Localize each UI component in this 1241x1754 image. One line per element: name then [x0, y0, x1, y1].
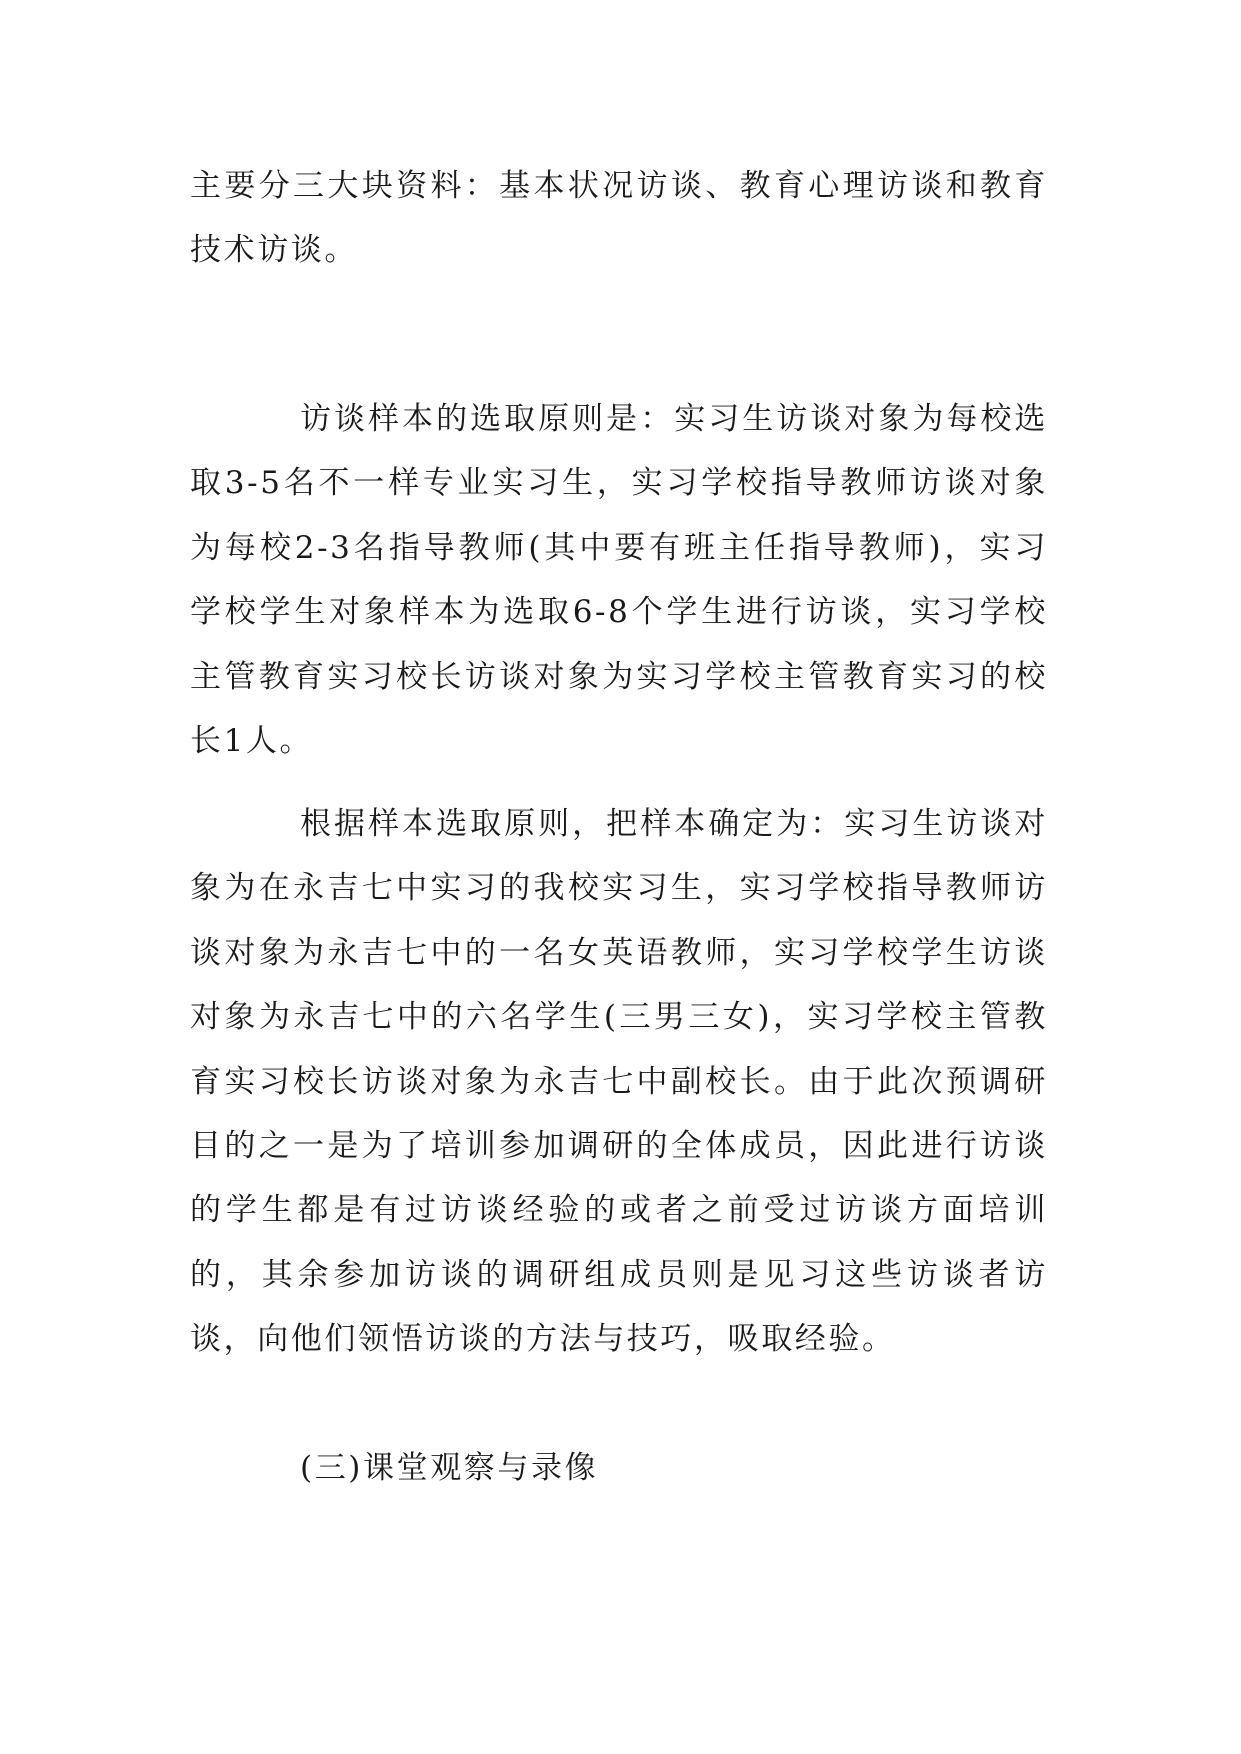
- paragraph-sample-selection-principles: 访谈样本的选取原则是：实习生访谈对象为每校选取3-5名不一样专业实习生，实习学校指导教师访谈对象为每校2-3名指导教师(其中要有班主任指导教师)，实习学校学生对象样本为选取6-8个学生进行访谈，实习学校主管教育实习校长访谈对象为实习学校主管教育实习的校长1人。: [190, 401, 1048, 760]
- paragraph-interview-materials: 主要分三大块资料：基本状况访谈、教育心理访谈和教育技术访谈。: [190, 168, 1048, 269]
- paragraph-sample-determination: 根据样本选取原则，把样本确定为：实习生访谈对象为在永吉七中实习的我校实习生，实习学校指导教师访谈对象为永吉七中的一名女英语教师，实习学校学生访谈对象为永吉七中的六名学生(三男三女)，实习学校主管教育实习校长访谈对象为永吉七中副校长。由于此次预调研目的之一是为了培训参加调研的全体成员，因此进行访谈的学生都是有过访谈经验的或者之前受过访谈方面培训的，其余参加访谈的调研组成员则是见习这些访谈者访谈，向他们领悟访谈的方法与技巧，吸取经验。: [190, 806, 1048, 1358]
- section-heading-classroom-observation: (三)课堂观察与录像: [300, 1450, 599, 1486]
